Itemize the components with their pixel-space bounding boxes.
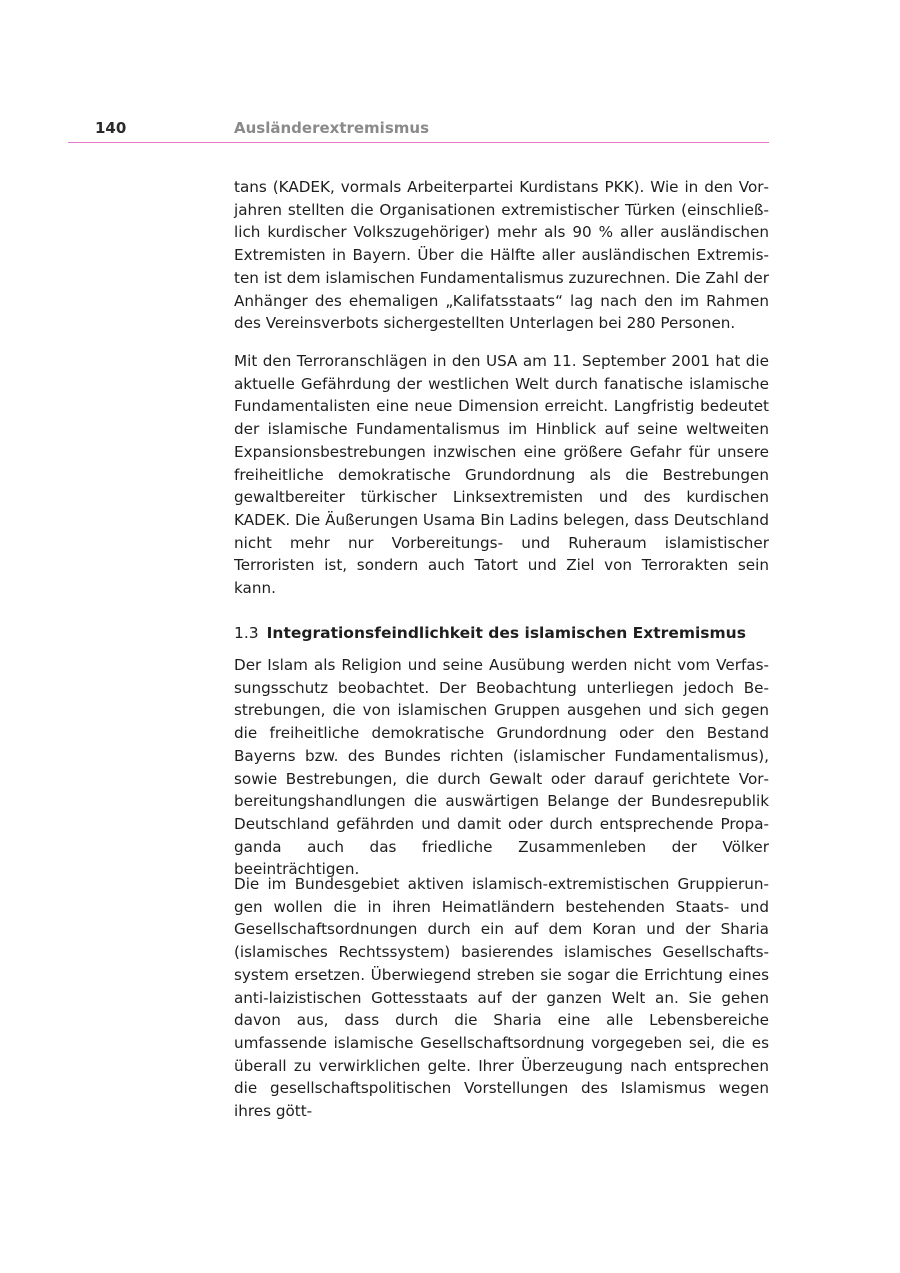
paragraph-text: Die im Bundesgebiet aktiven islamisch-extremistischen Gruppierungen wollen die in ihren Heimatländern bestehenden Staats- und Gesellschaftsordnungen durch ein auf dem Koran und der Sharia (islamisches Rechtssystem) basierendes islamisches Gesellschaftssystem ersetzen. Überwiegend streben sie sogar die Errichtung eines anti-laizistischen Gottesstaats auf der ganzen Welt an. Sie gehen davon aus, dass durch die Sharia eine alle Lebensbereiche umfassende islamische Gesellschaftsordnung vorgegeben sei, die es überall zu verwirklichen gelte. Ihrer Überzeugung nach entsprechen die gesellschaftspolitischen Vorstellungen des Islamismus wegen ihres gött- [234, 875, 769, 1121]
paragraph-4 [234, 873, 769, 1123]
paragraph-1 [234, 176, 769, 335]
paragraph-2 [234, 350, 769, 600]
page-number: 140 [95, 119, 127, 137]
paragraph-3 [234, 654, 769, 881]
paragraph-text: Mit den Terroranschlägen in den USA am 11. September 2001 hat die aktuelle Gefährdung der westlichen Welt durch fanatische islamische Fundamentalisten eine neue Dimension erreicht. Langfristig bedeutet der islamische Fundamentalismus im Hinblick auf seine weltweiten Expansionsbestrebungen inzwischen eine größere Gefahr für unsere freiheitliche demokratische Grundordnung als die Bestrebungen gewaltbereiter türkischer Linksextremisten und des kurdischen KADEK. Die Äußerungen Usama Bin Ladins belegen, dass Deutschland nicht mehr nur Vorbereitungs- und Ruheraum islamistischer Terroristen ist, sondern auch Tatort und Ziel von Terrorakten sein kann. [234, 352, 769, 598]
running-title: Ausländerextremismus [234, 119, 429, 137]
section-title: Integrationsfeindlichkeit des islamischen Extremismus [266, 624, 746, 642]
paragraph-text: tans (KADEK, vormals Arbeiterpartei Kurdistans PKK). Wie in den Vorjahren stellten die Organisationen extremistischer Türken (einschließlich kurdischer Volkszugehöriger) mehr als 90 % aller ausländischen Extremisten in Bayern. Über die Hälfte aller ausländischen Extremisten ist dem islamischen Fundamentalismus zuzurechnen. Die Zahl der Anhänger des ehemaligen „Kalifatsstaats“ lag nach den im Rahmen des Vereinsverbots sichergestellten Unterlagen bei 280 Personen. [234, 178, 769, 333]
section-number: 1.3 [234, 624, 259, 642]
page-header [68, 116, 769, 143]
paragraph-text: Der Islam als Religion und seine Ausübung werden nicht vom Verfassungsschutz beobachtet. Der Beobachtung unterliegen jedoch Bestrebungen, die von islamischen Gruppen ausgehen und sich gegen die freiheitliche demokratische Grundordnung oder den Bestand Bayerns bzw. des Bundes richten (islamischer Fundamentalismus), sowie Bestrebungen, die durch Gewalt oder darauf gerichtete Vorbereitungshandlungen die auswärtigen Belange der Bundesrepublik Deutschland gefährden und damit oder durch entsprechende Propaganda auch das friedliche Zusammenleben der Völker beeinträchtigen. [234, 656, 769, 879]
section-heading [234, 622, 769, 644]
